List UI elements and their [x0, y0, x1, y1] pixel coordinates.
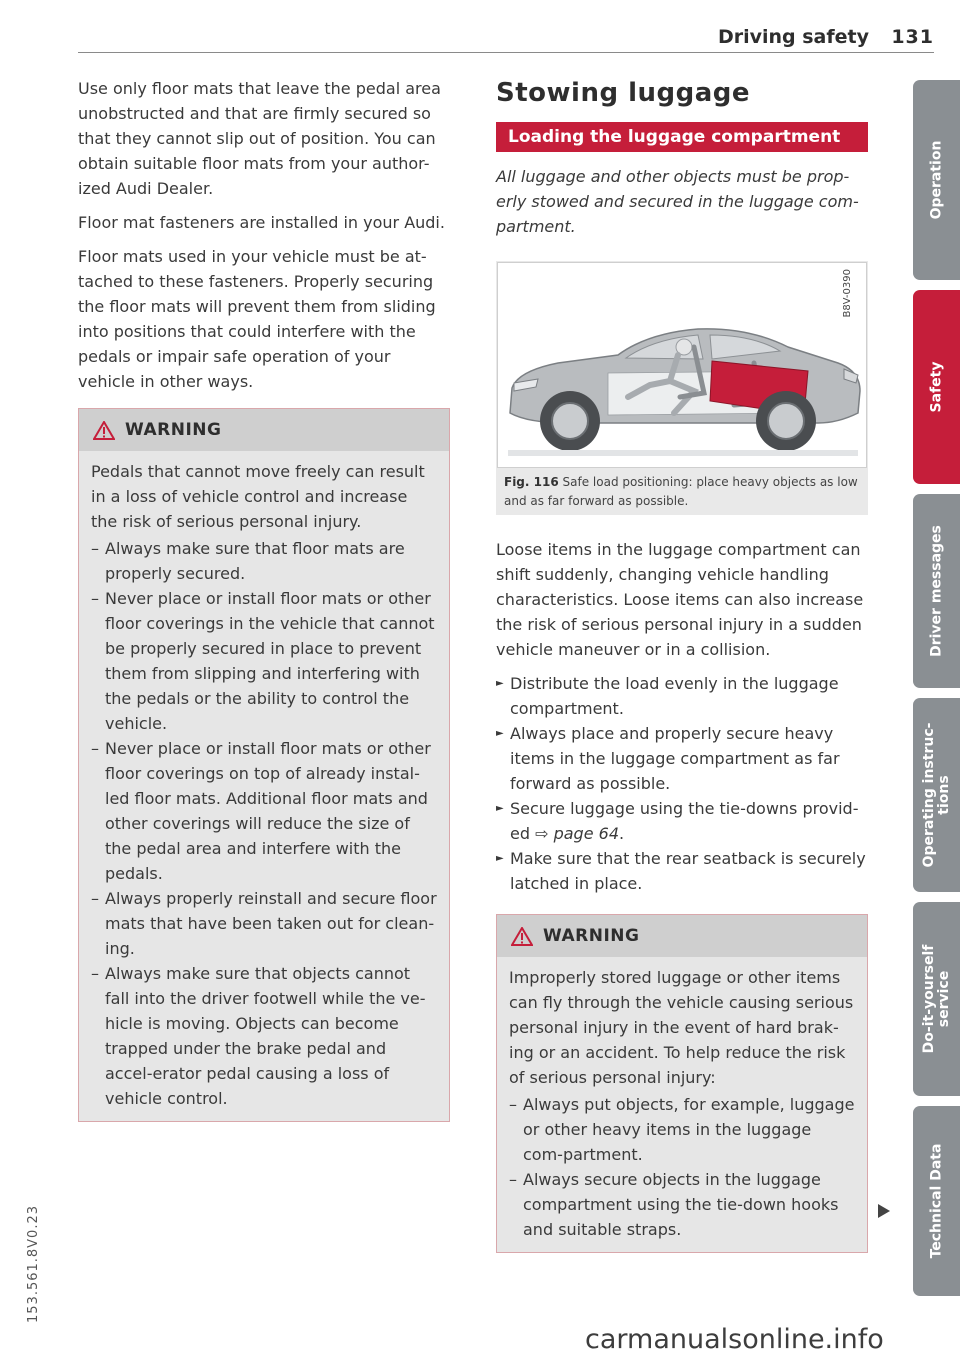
watermark: carmanualsonline.info	[585, 1324, 884, 1355]
list-item: – Always make sure that floor mats are properly secured.	[91, 536, 437, 586]
paragraph: Use only floor mats that leave the pedal area unobstructed and that are firmly secured so that they cannot slip out of position. You can obtain suitable floor mats from your author-ized Audi Dealer.	[78, 79, 441, 198]
tab-technical-data[interactable]	[913, 1106, 960, 1296]
list-item: ► Distribute the load evenly in the luggage compartment.	[496, 671, 868, 721]
left-column	[78, 76, 450, 1122]
paragraph: Loose items in the luggage compartment can shift suddenly, changing vehicle handling characteristics. Loose items can also increase the risk of serious personal injury in a sudden vehicle maneuver or in a collision.	[496, 540, 864, 659]
tab-label: Driver messages	[928, 525, 944, 657]
warning-body	[497, 957, 867, 1252]
warning-box	[496, 914, 868, 1253]
list-item: – Always properly reinstall and secure floor mats that have been taken out for clean-ing.	[91, 886, 437, 961]
figure-label: Fig. 116	[504, 475, 559, 489]
tab-operating-instructions[interactable]	[913, 698, 960, 892]
warning-triangle-icon	[93, 421, 115, 440]
list-item: ► Make sure that the rear seatback is securely latched in place.	[496, 846, 868, 896]
page-reference-link[interactable]: ⇨ page 64	[535, 824, 619, 843]
list-item: ► Always place and properly secure heavy items in the luggage compartment as far forward as possible.	[496, 721, 868, 796]
list-item: – Always make sure that objects cannot fall into the driver footwell while the ve-hicle is moving. Objects can become trapped under the brake pedal and accel-erator pedal causing a loss of vehicle control.	[91, 961, 437, 1111]
section-banner: Loading the luggage compartment	[496, 122, 868, 152]
tab-label: Technical Data	[928, 1143, 944, 1259]
list-item: – Always put objects, for example, luggage or other heavy items in the luggage com-partment.	[509, 1092, 855, 1167]
list-item: – Never place or install floor mats or other floor coverings on top of already instal-led floor mats. Additional floor mats and other coverings will reduce the size of the pedal area and interfere with the pedals.	[91, 736, 437, 886]
page-title: Stowing luggage	[496, 78, 751, 108]
figure	[496, 261, 868, 515]
tab-do-it-yourself-service[interactable]	[913, 902, 960, 1096]
tab-driver-messages[interactable]	[913, 494, 960, 688]
figure-caption	[504, 473, 860, 511]
list-item	[496, 796, 868, 846]
paragraph: Floor mat fasteners are installed in your Audi.	[78, 213, 445, 232]
car-illustration	[497, 262, 867, 468]
right-column	[496, 76, 868, 1253]
warning-title: WARNING	[543, 925, 640, 946]
list-item: – Always secure objects in the luggage compartment using the tie-down hooks and suitable straps.	[509, 1167, 855, 1242]
step-text: Secure luggage using the tie-downs provid-ed	[510, 799, 859, 843]
warning-header	[497, 915, 867, 957]
warning-title: WARNING	[125, 419, 222, 440]
warning-intro: Pedals that cannot move freely can result in a loss of vehicle control and increase the risk of serious personal injury.	[91, 462, 425, 531]
continue-arrow-icon	[878, 1204, 890, 1218]
warning-header	[79, 409, 449, 451]
warning-list	[91, 536, 437, 1111]
tab-operation[interactable]	[913, 80, 960, 280]
page-header	[78, 24, 934, 53]
warning-triangle-icon	[511, 927, 533, 946]
figure-caption-text: Safe load positioning: place heavy objects as low and as far forward as possible.	[504, 475, 858, 508]
page-number: 131	[891, 26, 934, 48]
instruction-list	[496, 671, 868, 896]
car-cutaway-image	[498, 263, 866, 467]
list-item: – Never place or install floor mats or other floor coverings in the vehicle that cannot be properly secured in place to prevent them from slipping and interfering with the pedals or the ability to control the vehicle.	[91, 586, 437, 736]
intro-text: All luggage and other objects must be prop-erly stowed and secured in the luggage com-partment.	[496, 167, 859, 236]
tab-label: Do-it-yourself service	[920, 944, 952, 1054]
tab-label: Operation	[928, 140, 944, 220]
tab-label: Operating instruc- tions	[920, 722, 952, 868]
warning-intro: Improperly stored luggage or other items can fly through the vehicle causing serious personal injury in the event of hard brak-ing or an accident. To help reduce the risk of serious personal injury:	[509, 968, 854, 1087]
step-text-end: .	[619, 824, 625, 843]
section-title: Driving safety	[717, 26, 869, 48]
figure-code: B8V-0390	[842, 269, 853, 318]
paragraph: Floor mats used in your vehicle must be at-tached to these fasteners. Properly securing the floor mats will prevent them from sliding into positions that could interfere with the pedals or impair safe operation of your vehicle in other ways.	[78, 247, 436, 391]
warning-body	[79, 451, 449, 1121]
tab-label: Safety	[928, 361, 944, 413]
warning-list	[509, 1092, 855, 1242]
tab-safety[interactable]	[913, 290, 960, 484]
warning-box	[78, 408, 450, 1122]
print-code: 153.561.8V0.23	[26, 1205, 41, 1323]
